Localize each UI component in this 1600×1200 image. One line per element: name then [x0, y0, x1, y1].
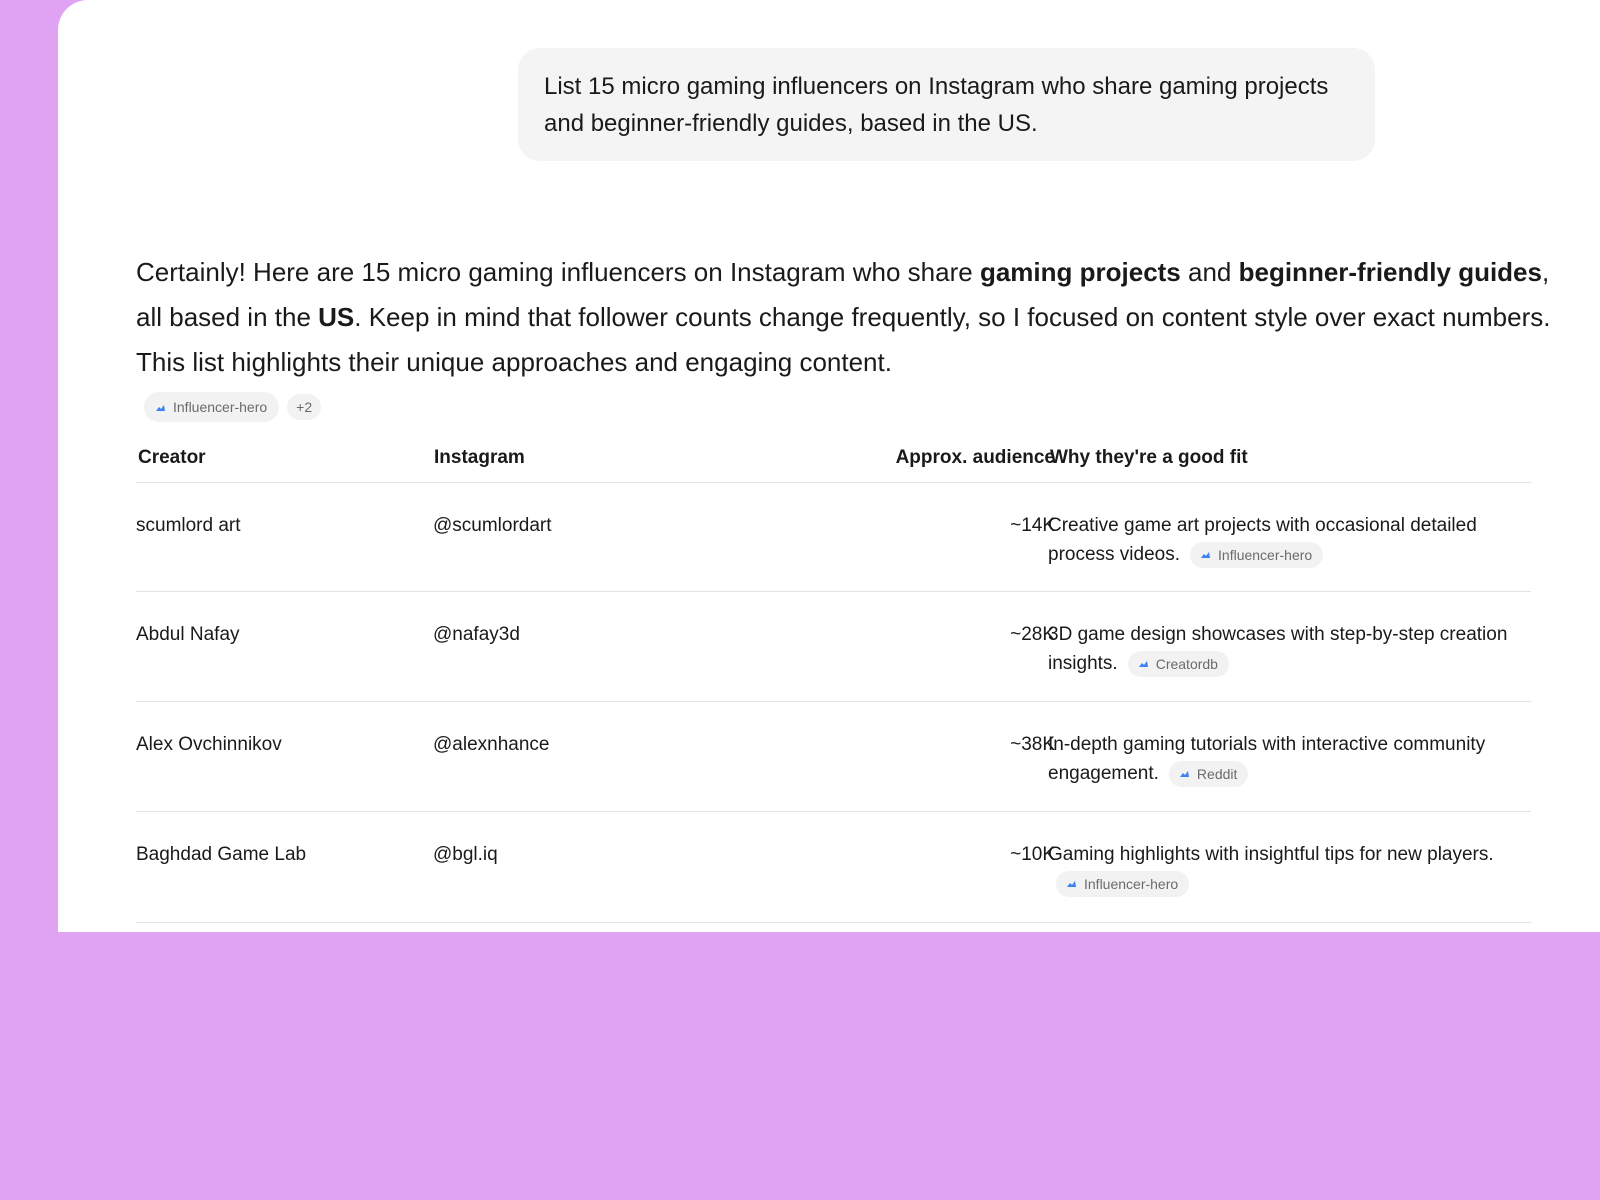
why-text: Gaming highlights with insightful tips for new players. [1048, 844, 1494, 865]
source-chip-label: Reddit [1196, 765, 1238, 782]
source-chip[interactable] [1169, 761, 1248, 787]
influencer-table [136, 436, 1531, 923]
creator-name: Abdul Nafay [136, 624, 240, 645]
source-favicon-icon [1180, 769, 1189, 778]
intro-text-3: , all based in the [136, 257, 1550, 332]
why-good-fit [1048, 511, 1538, 569]
header-audience: Approx. audience [895, 447, 1055, 468]
source-chip-label: Influencer-hero [1084, 875, 1179, 892]
creator-name: scumlord art [136, 515, 241, 536]
source-favicon-icon [1139, 659, 1148, 668]
source-chip-label: Influencer-hero [1218, 546, 1313, 563]
why-text: 3D game design showcases with step-by-step creation insights. [1048, 624, 1508, 674]
source-chip-label: Influencer-hero [173, 399, 268, 415]
intro-text-4: . Keep in mind that follower counts change frequently, so I focused on content style over exact numbers. This list highlights their unique approaches and engaging content. [136, 302, 1551, 377]
why-good-fit [1048, 730, 1538, 788]
table-row [136, 702, 1531, 812]
header-instagram: Instagram [434, 447, 525, 468]
intro-source-chips [144, 392, 321, 422]
user-message-text: List 15 micro gaming influencers on Instagram who share gaming projects and beginner-friendly guides, based in the US. [544, 73, 1329, 137]
source-chip-influencer-hero[interactable] [144, 392, 279, 422]
instagram-handle: @alexnhance [433, 734, 550, 755]
source-chip[interactable] [1128, 651, 1229, 677]
table-header [136, 436, 1531, 483]
why-good-fit [1048, 620, 1538, 678]
more-sources-chip[interactable]: +2 [287, 394, 321, 420]
user-message-bubble [518, 48, 1375, 161]
intro-text-2: and [1180, 257, 1239, 287]
source-chip[interactable] [1056, 871, 1189, 897]
intro-bold-beginner-guides: beginner-friendly guides [1238, 257, 1542, 287]
instagram-handle: @scumlordart [433, 515, 552, 536]
source-chip-label: Creatordb [1155, 655, 1218, 672]
audience-count: ~14K [1010, 515, 1055, 536]
audience-count: ~28K [1010, 624, 1055, 645]
source-favicon-icon [1201, 550, 1210, 559]
header-creator: Creator [138, 447, 206, 468]
intro-bold-gaming-projects: gaming projects [979, 257, 1181, 287]
intro-bold-us: US [318, 302, 355, 332]
why-good-fit [1048, 840, 1538, 898]
why-text: Creative game art projects with occasional detailed process videos. [1048, 515, 1477, 565]
creator-name: Baghdad Game Lab [136, 844, 307, 865]
instagram-handle: @bgl.iq [433, 844, 498, 865]
instagram-handle: @nafay3d [433, 624, 520, 645]
table-row [136, 592, 1531, 702]
header-why: Why they're a good fit [1050, 447, 1248, 468]
source-favicon-icon [1067, 879, 1076, 888]
table-row [136, 483, 1531, 592]
audience-count: ~10K [1010, 844, 1055, 865]
why-text: In-depth gaming tutorials with interactive community engagement. [1048, 734, 1486, 784]
audience-count: ~38K [1010, 734, 1055, 755]
table-row [136, 812, 1531, 923]
chat-panel [58, 0, 1600, 932]
source-chip[interactable] [1190, 542, 1323, 568]
intro-text-1: Certainly! Here are 15 micro gaming influencers on Instagram who share [136, 257, 980, 287]
assistant-intro-text [136, 250, 1556, 385]
source-favicon-icon [156, 403, 165, 412]
creator-name: Alex Ovchinnikov [136, 734, 282, 755]
